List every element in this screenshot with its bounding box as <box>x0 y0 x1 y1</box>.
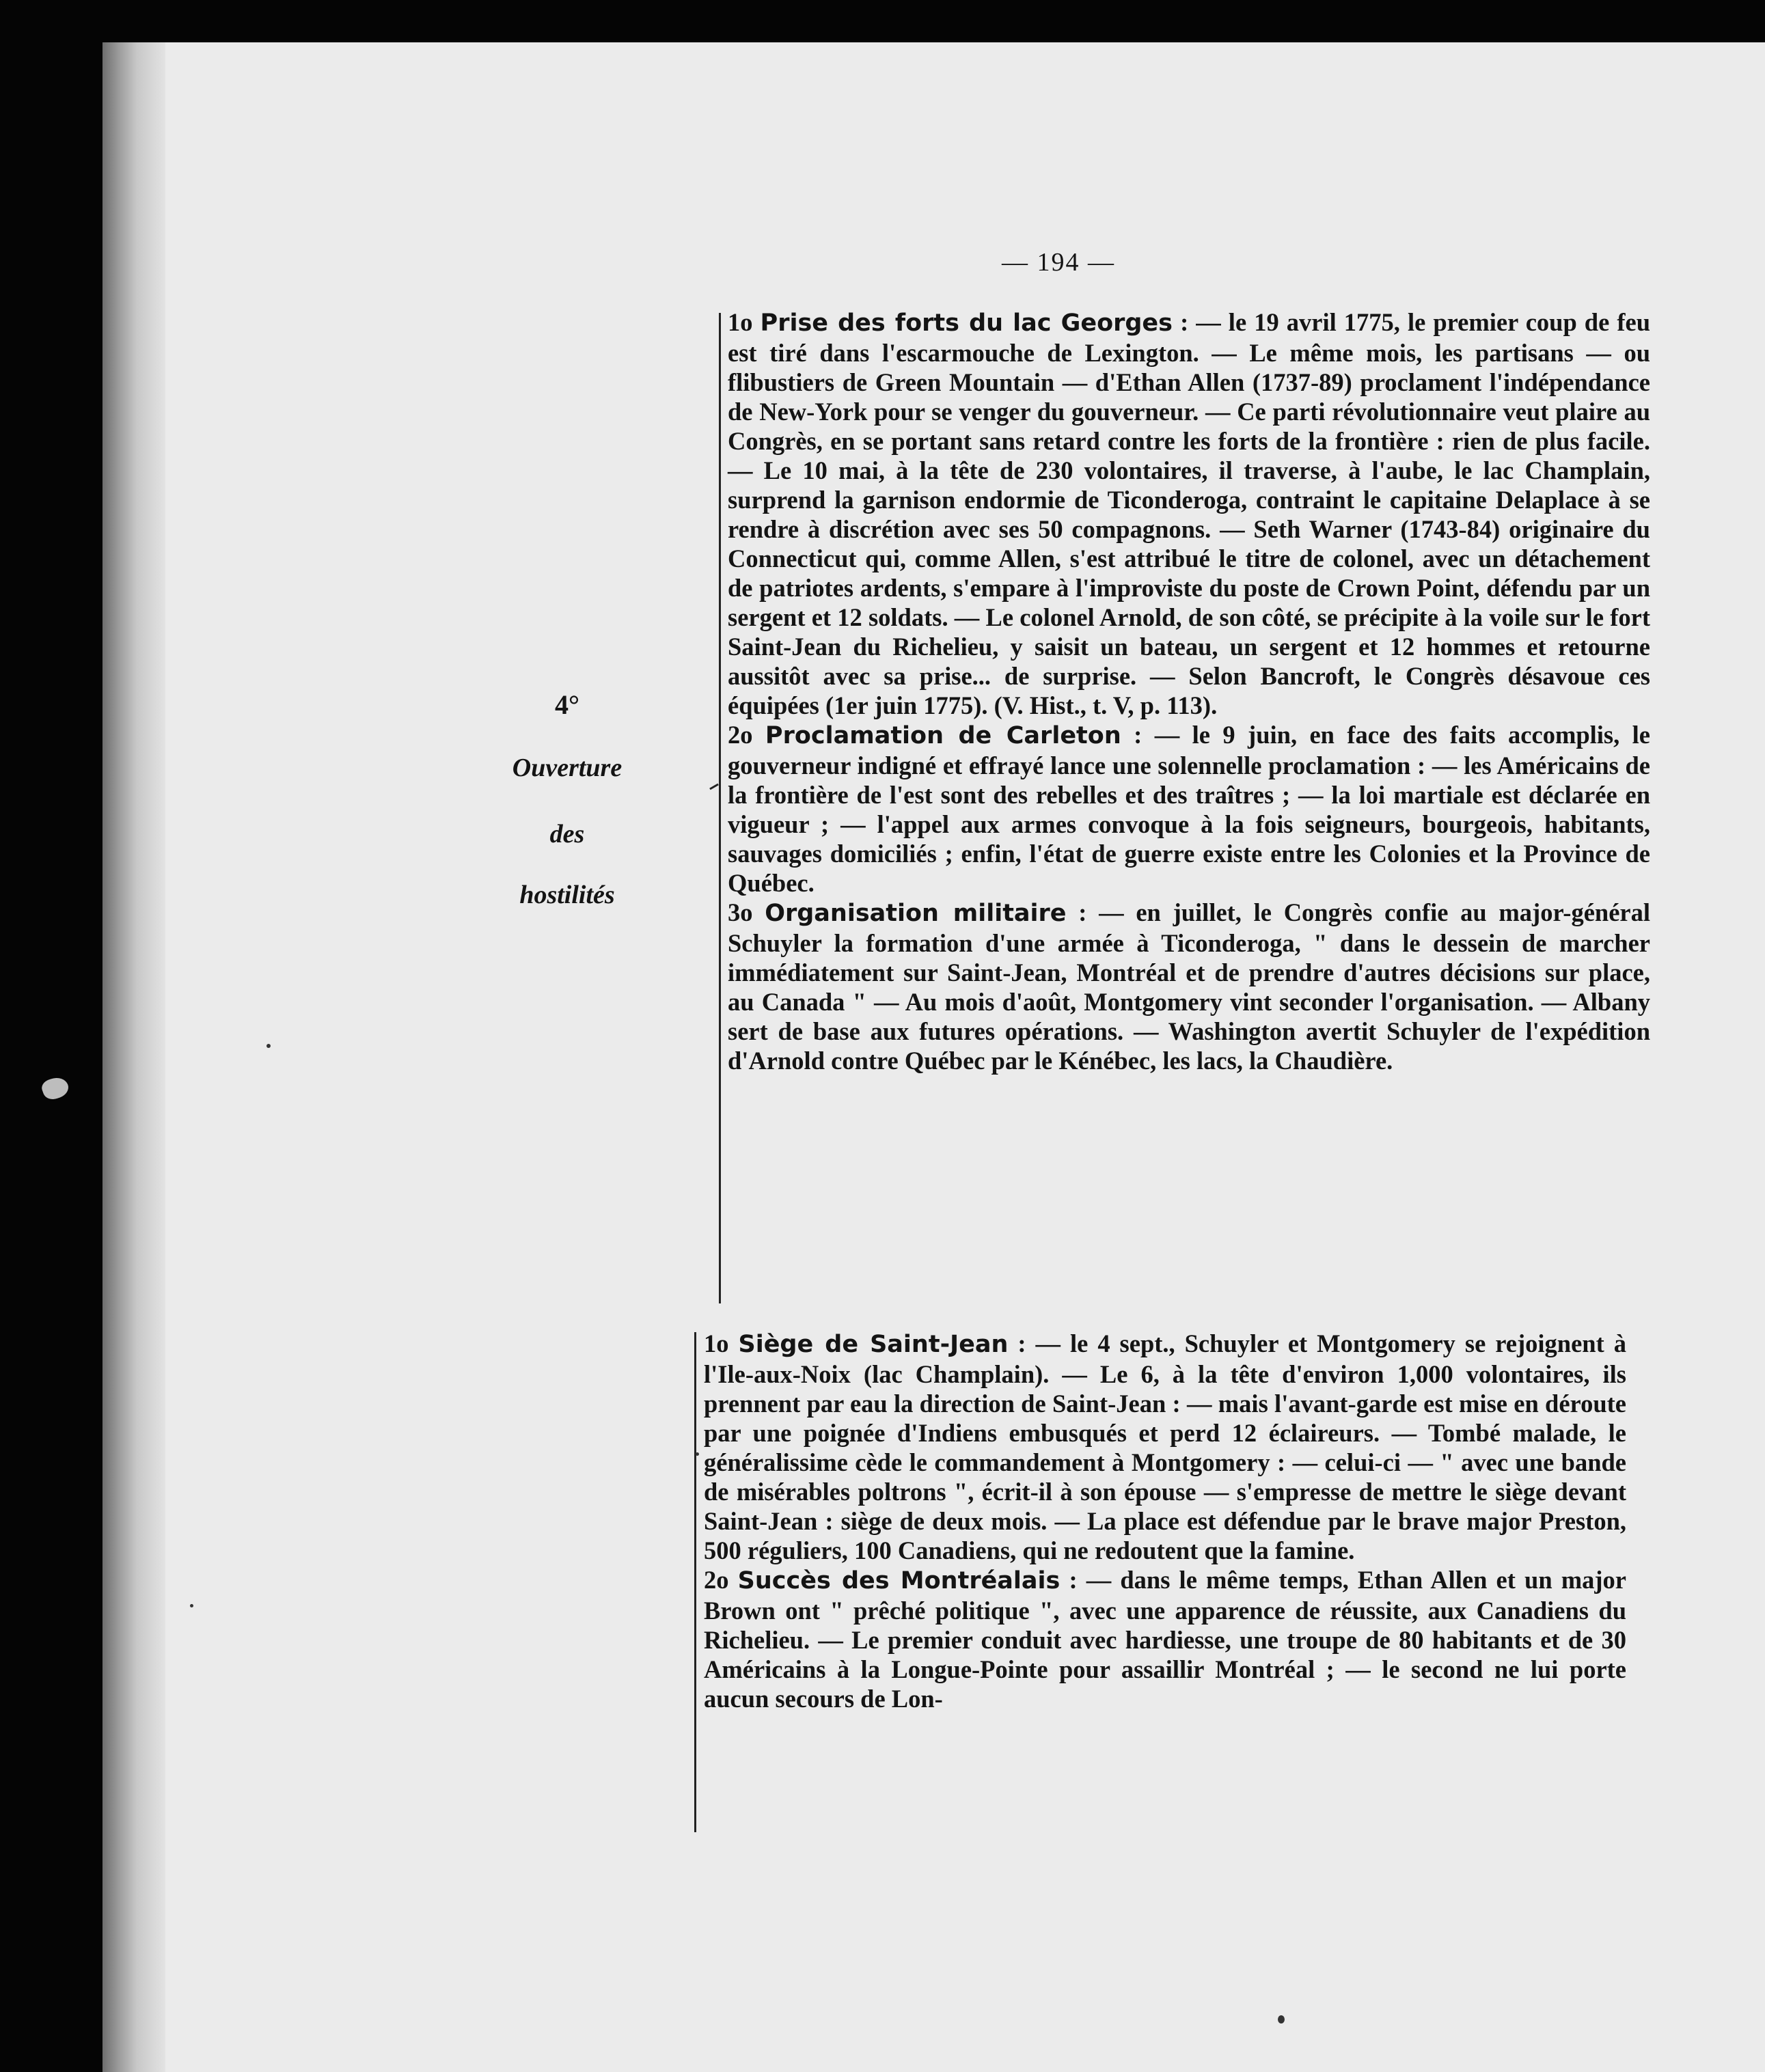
scan-speck <box>266 1044 271 1048</box>
paragraph-number: 2o <box>728 721 753 749</box>
paragraph-number: 3o <box>728 898 753 926</box>
section-block <box>704 1329 1626 1713</box>
paragraph-heading: Siège de Saint-Jean <box>738 1331 1009 1358</box>
paragraph-heading: Proclamation de Carleton <box>765 722 1121 749</box>
paragraph <box>728 307 1650 720</box>
paragraph-number: 1o <box>704 1329 729 1357</box>
ornament-icon <box>40 1074 71 1102</box>
margin-gloss-number: 4° <box>555 689 579 720</box>
paragraph-text: : — le 19 avril 1775, le premier coup de feu est tiré dans l'escarmouche de Lexington. — Le même mois, les partisans — ou flibustiers de Green Mountain — d'Ethan Allen (1737-89) proclament l'indépendance de New-York pour se venger du gouverneur. — Ce parti révolutionnaire veut plaire au Congrès, en se portant sans retard contre les forts de la frontière : rien de plus facile. — Le 10 mai, à la tête de 230 volontaires, il traverse, à l'aube, le lac Champlain, surprend la garnison endormie de Ticonderoga, contraint le capitaine Delaplace à se rendre à discrétion avec ses 50 compagnons. — Seth Warner (1743-84) originaire du Connecticut qui, comme Allen, s'est attribué le titre de colonel, avec un détachement de patriotes ardents, s'empare à l'improviste du poste de Crown Point, défendu par un sergent et 12 soldats. — Le colonel Arnold, de son côté, se précipite à la voile sur le fort Saint-Jean du Richelieu, y saisit un bateau, un sergent et 12 hommes et retourne aussitôt avec sa prise... de surprise. — Selon Bancroft, le Congrès désavoue ces équipées (1er juin 1775). (V. Hist., t. V, p. 113). <box>728 308 1650 719</box>
margin-gloss-line: Ouverture <box>512 754 622 782</box>
paragraph-number: 2o <box>704 1566 729 1594</box>
paragraph-number: 1o <box>728 308 753 336</box>
paragraph-text: : — dans le même temps, Ethan Allen et un major Brown ont " prêché politique ", avec une apparence de réussite, aux Canadiens du Richelieu. — Le premier conduit avec hardiesse, une troupe de 80 habitants et de 30 Américains à la Longue-Pointe pour assaillir Montréal ; — le second ne lui porte aucun secours de Lon- <box>704 1566 1627 1713</box>
paragraph-text: : — en juillet, le Congrès confie au major-général Schuyler la formation d'une armée à Ticonderoga, " dans le dessein de marcher immédiatement sur Saint-Jean, Montréal et de prendre d'autres décisions sur place, au Canada " — Au mois d'août, Montgomery vint seconder l'organisation. — Albany sert de base aux futures opérations. — Washington avertit Schuyler de l'expédition d'Arnold contre Québec par le Kénébec, les lacs, la Chaudière. <box>728 898 1651 1075</box>
paragraph-heading: Organisation militaire <box>765 900 1067 927</box>
paragraph-text: : — le 4 sept., Schuyler et Montgomery se rejoignent à l'Ile-aux-Noix (lac Champlain). — Le 6, à la tête d'environ 1,000 volontaires, ils prennent par eau la direction de Saint-Jean : — mais l'avant-garde est mise en déroute par une poignée d'Indiens embusqués et perd 12 éclaireurs. — Tombé malade, le généralissime cède le commandement à Montgomery : — celui-ci — " avec une bande de misérables poltrons ", écrit-il à son épouse — s'empresse de mettre le siège devant Saint-Jean : siège de deux mois. — La place est défendue par le brave major Preston, 500 réguliers, 100 Canadiens, qui ne redoutent que la famine. <box>704 1329 1626 1564</box>
scan-speck <box>1278 2015 1285 2023</box>
paragraph-heading: Prise des forts du lac Georges <box>760 309 1173 337</box>
paragraph-heading: Succès des Montréalais <box>737 1567 1061 1594</box>
paragraph <box>704 1329 1626 1565</box>
book-binding-edge <box>102 42 165 2072</box>
paragraph <box>728 720 1650 898</box>
margin-gloss-line: hostilités <box>519 881 615 909</box>
page-number: — 194 — <box>1002 248 1115 277</box>
section-block <box>728 307 1650 1075</box>
margin-gloss-line: des <box>549 820 585 848</box>
scan-speck <box>190 1604 193 1607</box>
paragraph <box>728 898 1650 1075</box>
paragraph-text: : — le 9 juin, en face des faits accomplis, le gouverneur indigné et effrayé lance une solennelle proclamation : — les Américains de la frontière de l'est sont des rebelles et des traîtres ; — la loi martiale est déclarée en vigueur ; — l'appel aux armes convoque à la fois seigneurs, bourgeois, habitants, sauvages domiciliés ; enfin, l'état de guerre existe entre les Colonies et la Province de Québec. <box>728 721 1651 897</box>
paragraph <box>704 1565 1626 1713</box>
section-bracket <box>694 1332 696 1832</box>
scan-speck <box>696 1452 699 1456</box>
section-bracket <box>719 313 721 1303</box>
